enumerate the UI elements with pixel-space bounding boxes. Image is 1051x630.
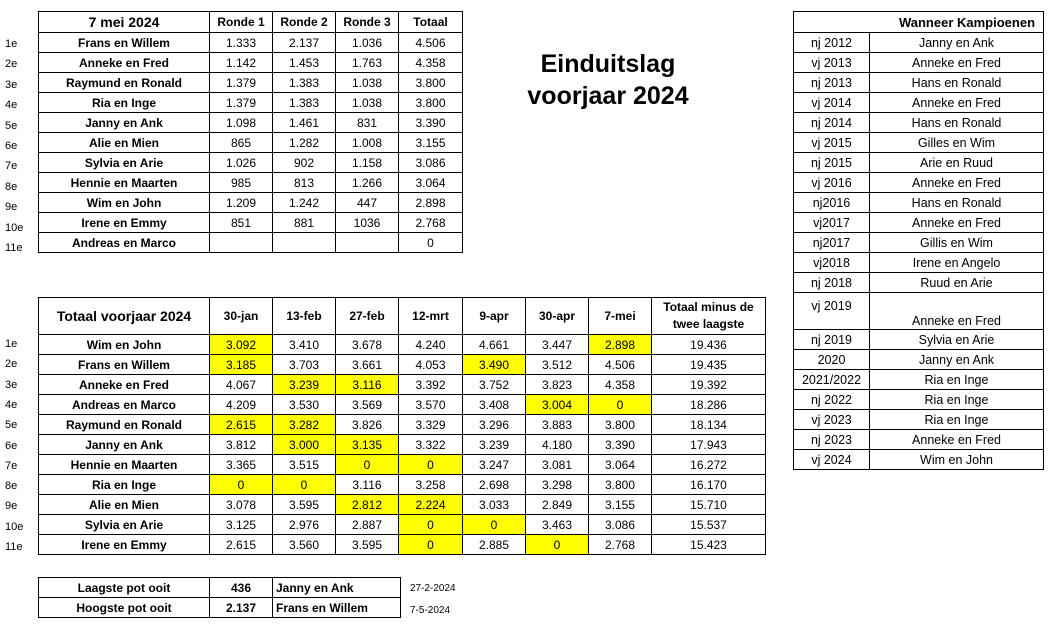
champion-row bbox=[794, 153, 1044, 173]
score-cell: 1.333 bbox=[210, 33, 273, 53]
record-row bbox=[39, 578, 401, 598]
score-cell: 3.661 bbox=[336, 355, 399, 375]
score-cell: 3.239 bbox=[463, 435, 526, 455]
score-cell: 2.137 bbox=[273, 33, 336, 53]
rank-label: 7e bbox=[5, 459, 18, 472]
champion-period: vj 2024 bbox=[794, 450, 870, 470]
score-cell: 1.209 bbox=[210, 193, 273, 213]
season-totals-table bbox=[38, 297, 766, 555]
pair-name: Anneke en Fred bbox=[39, 375, 210, 395]
champion-name: Gilles en Wim bbox=[870, 133, 1044, 153]
champion-period: nj2017 bbox=[794, 233, 870, 253]
score-cell: 2.812 bbox=[336, 495, 399, 515]
total-cell: 19.435 bbox=[652, 355, 766, 375]
score-cell: 1.453 bbox=[273, 53, 336, 73]
round-row bbox=[39, 113, 463, 133]
score-cell: 3.800 bbox=[589, 475, 652, 495]
score-cell: 2.224 bbox=[399, 495, 463, 515]
pair-name: Wim en John bbox=[39, 335, 210, 355]
champion-name: Anneke en Fred bbox=[870, 293, 1044, 330]
score-cell: 3.329 bbox=[399, 415, 463, 435]
score-cell: 2.898 bbox=[589, 335, 652, 355]
score-cell: 0 bbox=[589, 395, 652, 415]
score-cell: 3.185 bbox=[210, 355, 273, 375]
champion-period: nj 2014 bbox=[794, 113, 870, 133]
champion-row bbox=[794, 390, 1044, 410]
score-cell: 3.410 bbox=[273, 335, 336, 355]
date-column-header: 30-jan bbox=[210, 298, 273, 335]
pair-name: Frans en Willem bbox=[39, 355, 210, 375]
champion-period: nj 2018 bbox=[794, 273, 870, 293]
rank-label: 11e bbox=[5, 242, 23, 254]
score-cell: 4.358 bbox=[589, 375, 652, 395]
date-column-header: 12-mrt bbox=[399, 298, 463, 335]
champion-name: Ria en Inge bbox=[870, 390, 1044, 410]
score-cell: 3.258 bbox=[399, 475, 463, 495]
pair-name: Sylvia en Arie bbox=[39, 153, 210, 173]
score-cell: 3.560 bbox=[273, 535, 336, 555]
page-title bbox=[488, 48, 728, 112]
score-cell: 4.209 bbox=[210, 395, 273, 415]
score-cell: 3.092 bbox=[210, 335, 273, 355]
score-cell: 3.086 bbox=[399, 153, 463, 173]
score-cell: 0 bbox=[399, 233, 463, 253]
score-cell: 1.763 bbox=[336, 53, 399, 73]
round-column-header: Ronde 1 bbox=[210, 12, 273, 33]
pair-name: Janny en Ank bbox=[39, 435, 210, 455]
score-cell: 3.392 bbox=[399, 375, 463, 395]
rank-label: 2e bbox=[5, 358, 18, 371]
champion-row bbox=[794, 273, 1044, 293]
score-cell: 3.322 bbox=[399, 435, 463, 455]
champion-name: Anneke en Fred bbox=[870, 213, 1044, 233]
score-cell: 447 bbox=[336, 193, 399, 213]
round-column-header: Totaal bbox=[399, 12, 463, 33]
score-cell: 2.849 bbox=[526, 495, 589, 515]
score-cell: 1.379 bbox=[210, 73, 273, 93]
score-cell: 1.383 bbox=[273, 93, 336, 113]
season-row bbox=[39, 395, 766, 415]
date-column-header: 9-apr bbox=[463, 298, 526, 335]
rank-label: 8e bbox=[5, 480, 18, 493]
score-cell: 1.158 bbox=[336, 153, 399, 173]
total-cell: 15.710 bbox=[652, 495, 766, 515]
score-cell: 1.266 bbox=[336, 173, 399, 193]
pair-name: Raymund en Ronald bbox=[39, 415, 210, 435]
rank-label: 5e bbox=[5, 419, 18, 432]
score-cell: 1.038 bbox=[336, 73, 399, 93]
season-row bbox=[39, 535, 766, 555]
score-cell: 3.515 bbox=[273, 455, 336, 475]
score-cell: 1.036 bbox=[336, 33, 399, 53]
champion-name: Irene en Angelo bbox=[870, 253, 1044, 273]
score-cell: 865 bbox=[210, 133, 273, 153]
score-cell: 4.661 bbox=[463, 335, 526, 355]
champions-table bbox=[793, 11, 1044, 470]
score-cell: 985 bbox=[210, 173, 273, 193]
season-row bbox=[39, 415, 766, 435]
champion-row bbox=[794, 293, 1044, 330]
round-row bbox=[39, 53, 463, 73]
score-cell: 1.026 bbox=[210, 153, 273, 173]
champion-row bbox=[794, 33, 1044, 53]
score-cell: 1.142 bbox=[210, 53, 273, 73]
rank-label: 4e bbox=[5, 398, 18, 411]
score-cell: 2.615 bbox=[210, 415, 273, 435]
score-cell: 813 bbox=[273, 173, 336, 193]
season-row bbox=[39, 355, 766, 375]
score-cell: 831 bbox=[336, 113, 399, 133]
champion-period: nj 2012 bbox=[794, 33, 870, 53]
score-cell: 3.595 bbox=[273, 495, 336, 515]
champion-row bbox=[794, 410, 1044, 430]
score-cell: 3.086 bbox=[589, 515, 652, 535]
champion-period: nj 2013 bbox=[794, 73, 870, 93]
season-row bbox=[39, 475, 766, 495]
champion-period: 2020 bbox=[794, 350, 870, 370]
pair-name: Alie en Mien bbox=[39, 133, 210, 153]
pair-name: Alie en Mien bbox=[39, 495, 210, 515]
score-cell: 1.098 bbox=[210, 113, 273, 133]
score-cell: 3.463 bbox=[526, 515, 589, 535]
champion-name: Anneke en Fred bbox=[870, 93, 1044, 113]
champion-name: Hans en Ronald bbox=[870, 113, 1044, 133]
champion-period: vj 2015 bbox=[794, 133, 870, 153]
round-row bbox=[39, 173, 463, 193]
score-cell: 2.768 bbox=[589, 535, 652, 555]
champion-row bbox=[794, 73, 1044, 93]
champion-row bbox=[794, 253, 1044, 273]
record-value: 2.137 bbox=[210, 598, 273, 618]
rank-label: 10e bbox=[5, 520, 24, 533]
score-cell: 0 bbox=[273, 475, 336, 495]
rank-label: 11e bbox=[5, 541, 23, 553]
record-label: Hoogste pot ooit bbox=[39, 598, 210, 618]
score-cell: 4.240 bbox=[399, 335, 463, 355]
score-cell: 0 bbox=[336, 455, 399, 475]
rank-label: 3e bbox=[5, 78, 18, 91]
pair-name: Irene en Emmy bbox=[39, 535, 210, 555]
score-cell: 3.390 bbox=[399, 113, 463, 133]
pair-name: Sylvia en Arie bbox=[39, 515, 210, 535]
champion-name: Anneke en Fred bbox=[870, 53, 1044, 73]
score-cell: 3.703 bbox=[273, 355, 336, 375]
champion-name: Sylvia en Arie bbox=[870, 330, 1044, 350]
score-cell: 4.067 bbox=[210, 375, 273, 395]
score-cell: 1036 bbox=[336, 213, 399, 233]
round-row bbox=[39, 93, 463, 113]
champion-period: vj 2019 bbox=[794, 293, 870, 330]
champion-row bbox=[794, 53, 1044, 73]
total-cell: 15.423 bbox=[652, 535, 766, 555]
date-column-header: 30-apr bbox=[526, 298, 589, 335]
champion-row bbox=[794, 193, 1044, 213]
rank-label: 3e bbox=[5, 378, 18, 391]
champion-period: vj 2013 bbox=[794, 53, 870, 73]
score-cell: 4.506 bbox=[589, 355, 652, 375]
round-header-row bbox=[39, 12, 463, 33]
score-cell: 3.239 bbox=[273, 375, 336, 395]
score-cell: 3.800 bbox=[589, 415, 652, 435]
champion-period: nj 2015 bbox=[794, 153, 870, 173]
score-cell: 1.383 bbox=[273, 73, 336, 93]
total-cell: 17.943 bbox=[652, 435, 766, 455]
score-cell: 0 bbox=[526, 535, 589, 555]
score-cell: 3.078 bbox=[210, 495, 273, 515]
score-cell: 4.053 bbox=[399, 355, 463, 375]
champion-name: Gillis en Wim bbox=[870, 233, 1044, 253]
pair-name: Raymund en Ronald bbox=[39, 73, 210, 93]
rank-label: 9e bbox=[5, 500, 18, 513]
round-results-table bbox=[38, 11, 463, 253]
pair-name: Ria en Inge bbox=[39, 475, 210, 495]
rank-label: 2e bbox=[5, 58, 18, 71]
rank-label: 10e bbox=[5, 221, 24, 234]
score-cell: 3.569 bbox=[336, 395, 399, 415]
score-cell: 3.530 bbox=[273, 395, 336, 415]
score-cell: 2.698 bbox=[463, 475, 526, 495]
champion-period: nj2016 bbox=[794, 193, 870, 213]
score-cell: 1.242 bbox=[273, 193, 336, 213]
score-cell: 1.282 bbox=[273, 133, 336, 153]
score-cell: 3.512 bbox=[526, 355, 589, 375]
total-minus-header-line2: twee laagste bbox=[672, 317, 745, 331]
rank-label: 6e bbox=[5, 140, 18, 152]
champion-row bbox=[794, 233, 1044, 253]
score-cell: 3.282 bbox=[273, 415, 336, 435]
champion-row bbox=[794, 430, 1044, 450]
record-row bbox=[39, 598, 401, 618]
champion-period: nj 2023 bbox=[794, 430, 870, 450]
champion-period: nj 2022 bbox=[794, 390, 870, 410]
score-cell: 4.180 bbox=[526, 435, 589, 455]
total-cell: 19.392 bbox=[652, 375, 766, 395]
pair-name: Irene en Emmy bbox=[39, 213, 210, 233]
total-minus-header bbox=[652, 298, 766, 335]
score-cell: 3.000 bbox=[273, 435, 336, 455]
champion-row bbox=[794, 93, 1044, 113]
champion-row bbox=[794, 370, 1044, 390]
champion-row bbox=[794, 213, 1044, 233]
score-cell: 881 bbox=[273, 213, 336, 233]
score-cell: 3.823 bbox=[526, 375, 589, 395]
score-cell: 1.008 bbox=[336, 133, 399, 153]
score-cell: 3.595 bbox=[336, 535, 399, 555]
round-row bbox=[39, 193, 463, 213]
total-cell: 16.272 bbox=[652, 455, 766, 475]
score-cell: 2.768 bbox=[399, 213, 463, 233]
pair-name: Anneke en Fred bbox=[39, 53, 210, 73]
score-cell: 0 bbox=[210, 475, 273, 495]
champion-period: nj 2019 bbox=[794, 330, 870, 350]
pair-name: Ria en Inge bbox=[39, 93, 210, 113]
score-cell: 3.883 bbox=[526, 415, 589, 435]
champion-name: Janny en Ank bbox=[870, 350, 1044, 370]
total-cell: 15.537 bbox=[652, 515, 766, 535]
score-cell: 3.247 bbox=[463, 455, 526, 475]
champion-period: 2021/2022 bbox=[794, 370, 870, 390]
records-table bbox=[38, 577, 401, 618]
season-row bbox=[39, 335, 766, 355]
season-row bbox=[39, 435, 766, 455]
score-cell: 902 bbox=[273, 153, 336, 173]
champion-name: Hans en Ronald bbox=[870, 193, 1044, 213]
champion-name: Wim en John bbox=[870, 450, 1044, 470]
score-cell: 3.004 bbox=[526, 395, 589, 415]
title-line-2: voorjaar 2024 bbox=[527, 82, 689, 110]
total-cell: 18.286 bbox=[652, 395, 766, 415]
champion-period: vj2018 bbox=[794, 253, 870, 273]
champion-name: Anneke en Fred bbox=[870, 173, 1044, 193]
score-cell: 2.615 bbox=[210, 535, 273, 555]
score-cell: 1.461 bbox=[273, 113, 336, 133]
season-header-row bbox=[39, 298, 766, 335]
rank-label: 6e bbox=[5, 439, 18, 452]
score-cell: 1.038 bbox=[336, 93, 399, 113]
score-cell: 3.125 bbox=[210, 515, 273, 535]
score-cell: 851 bbox=[210, 213, 273, 233]
champion-name: Ria en Inge bbox=[870, 370, 1044, 390]
record-label: Laagste pot ooit bbox=[39, 578, 210, 598]
pair-name: Frans en Willem bbox=[39, 33, 210, 53]
total-minus-header-line1: Totaal minus de bbox=[663, 300, 754, 314]
score-cell: 3.116 bbox=[336, 375, 399, 395]
champion-period: vj 2014 bbox=[794, 93, 870, 113]
rank-label: 1e bbox=[5, 38, 18, 50]
score-cell: 0 bbox=[399, 535, 463, 555]
champion-row bbox=[794, 350, 1044, 370]
round-row bbox=[39, 213, 463, 233]
pair-name: Wim en John bbox=[39, 193, 210, 213]
score-cell: 4.358 bbox=[399, 53, 463, 73]
score-cell: 3.116 bbox=[336, 475, 399, 495]
champion-row bbox=[794, 133, 1044, 153]
champions-title: Wanneer Kampioenen bbox=[794, 12, 1044, 33]
score-cell: 3.390 bbox=[589, 435, 652, 455]
score-cell: 3.570 bbox=[399, 395, 463, 415]
champion-name: Ria en Inge bbox=[870, 410, 1044, 430]
date-column-header: 27-feb bbox=[336, 298, 399, 335]
season-row bbox=[39, 375, 766, 395]
champion-row bbox=[794, 450, 1044, 470]
pair-name: Andreas en Marco bbox=[39, 395, 210, 415]
season-title-header: Totaal voorjaar 2024 bbox=[39, 298, 210, 335]
score-cell: 3.752 bbox=[463, 375, 526, 395]
champion-row bbox=[794, 330, 1044, 350]
champion-name: Janny en Ank bbox=[870, 33, 1044, 53]
pair-name: Janny en Ank bbox=[39, 113, 210, 133]
score-cell: 1.379 bbox=[210, 93, 273, 113]
score-cell bbox=[336, 233, 399, 253]
champion-name: Arie en Ruud bbox=[870, 153, 1044, 173]
champion-name: Hans en Ronald bbox=[870, 73, 1044, 93]
record-date: 27-2-2024 bbox=[410, 583, 456, 594]
round-row bbox=[39, 153, 463, 173]
score-cell bbox=[273, 233, 336, 253]
champion-row bbox=[794, 113, 1044, 133]
score-cell: 3.365 bbox=[210, 455, 273, 475]
score-cell: 3.812 bbox=[210, 435, 273, 455]
score-cell: 0 bbox=[463, 515, 526, 535]
record-name: Frans en Willem bbox=[273, 598, 401, 618]
round-date-header: 7 mei 2024 bbox=[39, 12, 210, 33]
title-line-1: Einduitslag bbox=[540, 50, 676, 78]
champion-row bbox=[794, 173, 1044, 193]
rank-label: 8e bbox=[5, 180, 18, 193]
round-column-header: Ronde 2 bbox=[273, 12, 336, 33]
round-row bbox=[39, 73, 463, 93]
score-cell: 3.826 bbox=[336, 415, 399, 435]
season-row bbox=[39, 495, 766, 515]
pair-name: Hennie en Maarten bbox=[39, 173, 210, 193]
score-cell: 3.155 bbox=[589, 495, 652, 515]
round-row bbox=[39, 33, 463, 53]
record-date: 7-5-2024 bbox=[410, 605, 451, 616]
rank-label: 9e bbox=[5, 201, 18, 214]
score-cell: 3.800 bbox=[399, 73, 463, 93]
score-cell: 3.447 bbox=[526, 335, 589, 355]
total-cell: 19.436 bbox=[652, 335, 766, 355]
score-cell: 3.678 bbox=[336, 335, 399, 355]
score-cell: 3.033 bbox=[463, 495, 526, 515]
score-cell: 3.064 bbox=[589, 455, 652, 475]
score-cell: 3.081 bbox=[526, 455, 589, 475]
record-name: Janny en Ank bbox=[273, 578, 401, 598]
score-cell: 3.408 bbox=[463, 395, 526, 415]
round-row bbox=[39, 133, 463, 153]
season-row bbox=[39, 515, 766, 535]
score-cell: 2.887 bbox=[336, 515, 399, 535]
score-cell: 2.976 bbox=[273, 515, 336, 535]
round-row bbox=[39, 233, 463, 253]
total-cell: 18.134 bbox=[652, 415, 766, 435]
score-cell bbox=[210, 233, 273, 253]
rank-label: 4e bbox=[5, 99, 18, 112]
score-cell: 3.296 bbox=[463, 415, 526, 435]
champion-period: vj 2023 bbox=[794, 410, 870, 430]
rank-label: 1e bbox=[5, 338, 18, 350]
pair-name: Hennie en Maarten bbox=[39, 455, 210, 475]
score-cell: 3.155 bbox=[399, 133, 463, 153]
champion-name: Ruud en Arie bbox=[870, 273, 1044, 293]
date-column-header: 7-mei bbox=[589, 298, 652, 335]
date-column-header: 13-feb bbox=[273, 298, 336, 335]
score-cell: 4.506 bbox=[399, 33, 463, 53]
rank-label: 5e bbox=[5, 119, 18, 132]
score-cell: 2.898 bbox=[399, 193, 463, 213]
round-column-header: Ronde 3 bbox=[336, 12, 399, 33]
score-cell: 2.885 bbox=[463, 535, 526, 555]
champion-period: vj 2016 bbox=[794, 173, 870, 193]
rank-label: 7e bbox=[5, 160, 18, 173]
record-value: 436 bbox=[210, 578, 273, 598]
score-cell: 3.135 bbox=[336, 435, 399, 455]
score-cell: 0 bbox=[399, 515, 463, 535]
score-cell: 3.800 bbox=[399, 93, 463, 113]
score-cell: 3.064 bbox=[399, 173, 463, 193]
champion-name: Anneke en Fred bbox=[870, 430, 1044, 450]
season-row bbox=[39, 455, 766, 475]
champion-period: vj2017 bbox=[794, 213, 870, 233]
score-cell: 3.298 bbox=[526, 475, 589, 495]
pair-name: Andreas en Marco bbox=[39, 233, 210, 253]
score-cell: 0 bbox=[399, 455, 463, 475]
score-cell: 3.490 bbox=[463, 355, 526, 375]
total-cell: 16.170 bbox=[652, 475, 766, 495]
champions-header-row bbox=[794, 12, 1044, 33]
